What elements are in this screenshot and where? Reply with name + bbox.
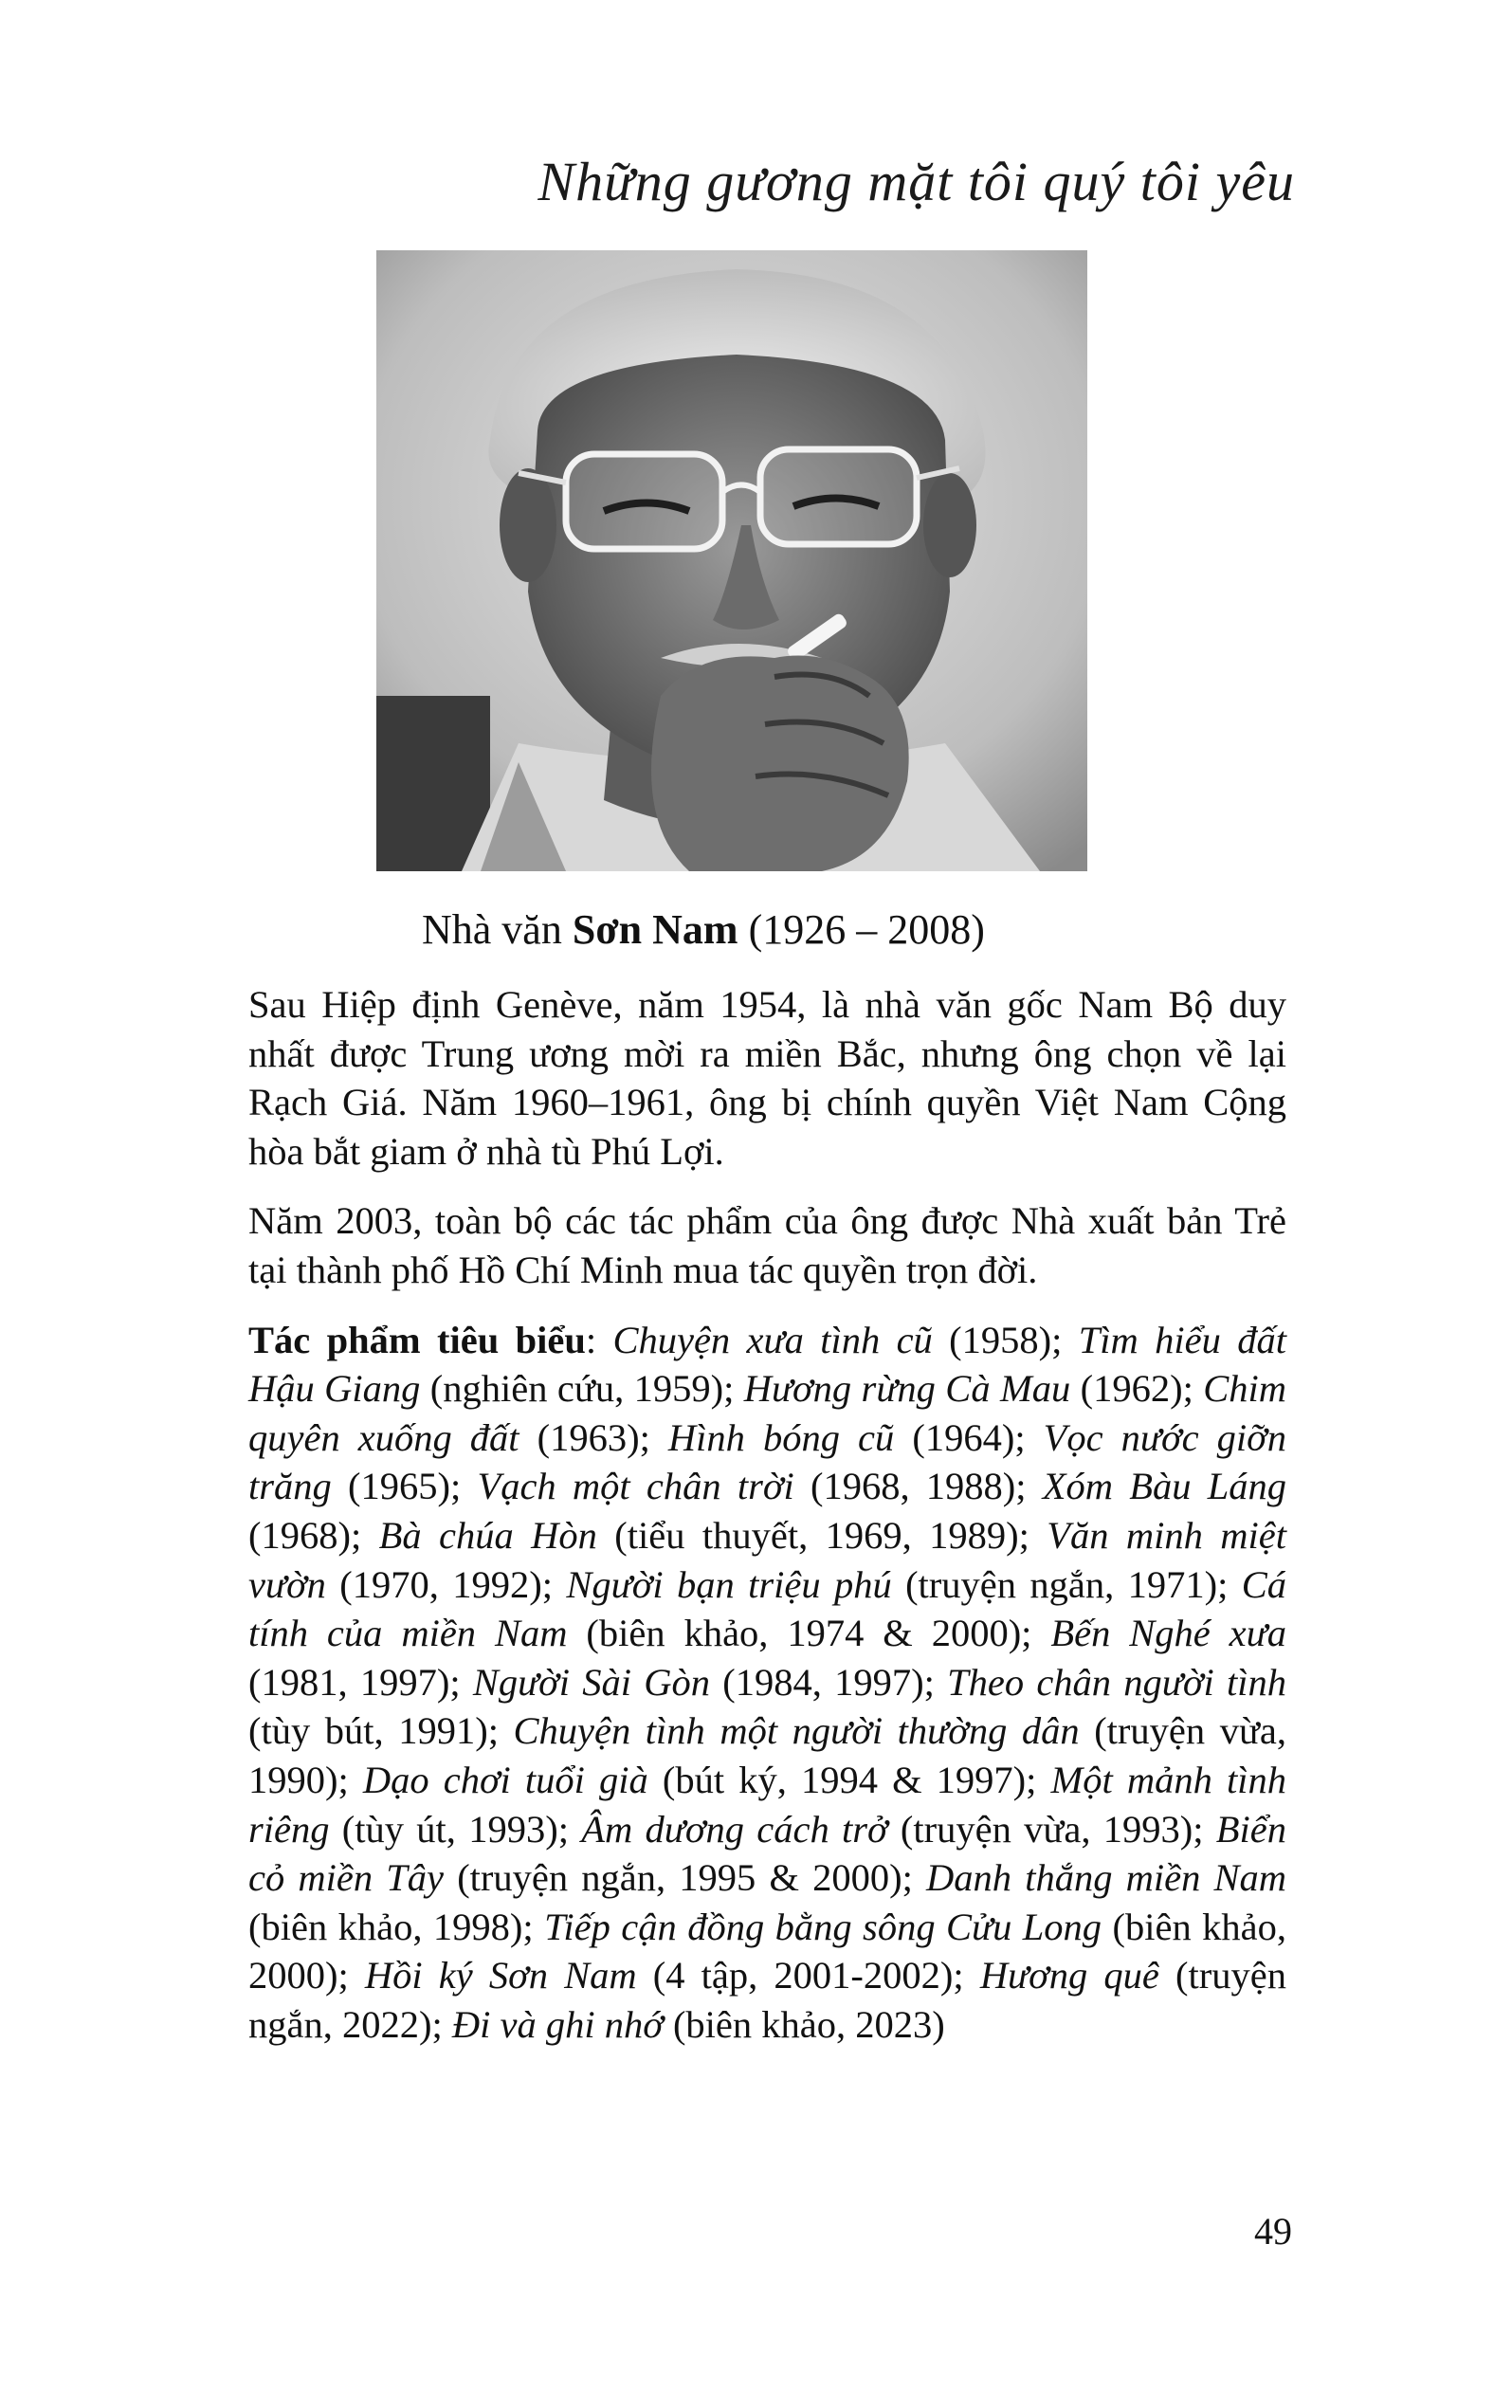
paragraph-copyright: Năm 2003, toàn bộ các tác phẩm của ông được Nhà xuất bản Trẻ tại thành phố Hồ Chí Minh mua tác quyền trọn đời. xyxy=(248,1199,1286,1291)
work-note: (1964); xyxy=(894,1415,1044,1459)
work-title: Dạo chơi tuổi già xyxy=(362,1758,648,1801)
photo-caption xyxy=(422,905,985,954)
work-title: Hương rừng Cà Mau xyxy=(743,1367,1071,1411)
work-note: (bút ký, 1994 & 1997); xyxy=(647,1758,1051,1801)
paragraph-biography: Sau Hiệp định Genève, năm 1954, là nhà văn gốc Nam Bộ duy nhất được Trung ương mời ra miền Bắc, nhưng ông chọn về lại Rạch Giá. Năm 1960–1961, ông bị chính quyền Việt Nam Cộng hòa bắt giam ở nhà tù Phú Lợi. xyxy=(248,983,1286,1173)
work-title: Người Sài Gòn xyxy=(472,1660,711,1704)
work-note: (biên khảo, 1974 & 2000); xyxy=(567,1612,1051,1655)
work-title: Tìm hiểu đất Hậu Giang xyxy=(248,1318,1286,1411)
work-title: Vạch một chân trời xyxy=(477,1465,794,1508)
work-note: (1968); xyxy=(248,1513,379,1557)
work-title: Cá tính của miền Nam xyxy=(248,1562,1286,1655)
work-note: (1963); xyxy=(519,1415,668,1459)
work-title: Hồi ký Sơn Nam xyxy=(364,1954,637,1998)
work-title: Vọc nước giỡn trăng xyxy=(248,1415,1287,1508)
works-label-colon: : xyxy=(585,1318,613,1361)
portrait-photo-icon xyxy=(376,250,1087,871)
work-title: Chuyện tình một người thường dân xyxy=(513,1709,1080,1753)
work-note: (truyện vừa, 1993); xyxy=(887,1807,1216,1851)
paragraph-works xyxy=(248,1316,1286,2050)
work-note: (truyện vừa, 1990); xyxy=(248,1709,1286,1801)
work-note: (tùy bút, 1991); xyxy=(248,1709,514,1753)
work-note: (tùy út, 1993); xyxy=(329,1807,582,1851)
work-note: (1984, 1997); xyxy=(710,1660,948,1704)
work-title: Biển cỏ miền Tây xyxy=(248,1807,1286,1900)
work-title: Chim quyên xuống đất xyxy=(248,1367,1286,1459)
work-title: Đi và ghi nhớ xyxy=(451,2002,664,2046)
caption-prefix: Nhà văn xyxy=(422,906,573,953)
work-note: (biên khảo, 1998); xyxy=(248,1905,545,1948)
work-note: (1962); xyxy=(1070,1367,1204,1411)
work-title: Văn minh miệt vườn xyxy=(248,1513,1287,1606)
work-note: (1968, 1988); xyxy=(793,1465,1043,1508)
work-title: Danh thắng miền Nam xyxy=(926,1856,1286,1900)
caption-dates: (1926 – 2008) xyxy=(738,906,985,953)
work-title: Người bạn triệu phú xyxy=(566,1562,892,1606)
work-title: Bà chúa Hòn xyxy=(378,1513,597,1557)
work-title: Hình bóng cũ xyxy=(667,1415,895,1459)
work-note: (4 tập, 2001-2002); xyxy=(636,1954,980,1998)
work-note: (1965); xyxy=(331,1465,478,1508)
work-title: Một mảnh tình riêng xyxy=(248,1758,1286,1851)
portrait-photo xyxy=(376,250,1087,871)
work-note: (biên khảo, 2000); xyxy=(248,1905,1286,1998)
work-note: (truyện ngắn, 1971); xyxy=(891,1562,1242,1606)
work-note: (1981, 1997); xyxy=(248,1660,473,1704)
work-note: (truyện ngắn, 1995 & 2000); xyxy=(444,1856,927,1900)
work-title: Chuyện xưa tình cũ xyxy=(612,1318,933,1361)
work-title: Tiếp cận đồng bằng sông Cửu Long xyxy=(544,1905,1102,1948)
work-note: (1970, 1992); xyxy=(325,1562,567,1606)
page-number: 49 xyxy=(1254,2210,1292,2253)
running-header: Những gương mặt tôi quý tôi yêu xyxy=(537,151,1295,212)
work-title: Theo chân người tình xyxy=(947,1660,1286,1704)
work-note: (truyện ngắn, 2022); xyxy=(248,1954,1286,2046)
works-label: Tác phẩm tiêu biểu xyxy=(248,1318,586,1361)
work-title: Xóm Bàu Láng xyxy=(1042,1465,1286,1508)
body-text xyxy=(248,980,1286,2049)
caption-name: Sơn Nam xyxy=(572,906,738,953)
work-note: (1958); xyxy=(932,1318,1079,1361)
work-title: Bến Nghé xưa xyxy=(1050,1612,1286,1655)
work-title: Hương quê xyxy=(979,1954,1159,1998)
work-note: (biên khảo, 2023) xyxy=(663,2002,945,2046)
work-note: (nghiên cứu, 1959); xyxy=(420,1367,744,1411)
work-note: (tiểu thuyết, 1969, 1989); xyxy=(596,1513,1047,1557)
work-title: Âm dương cách trở xyxy=(581,1807,888,1851)
